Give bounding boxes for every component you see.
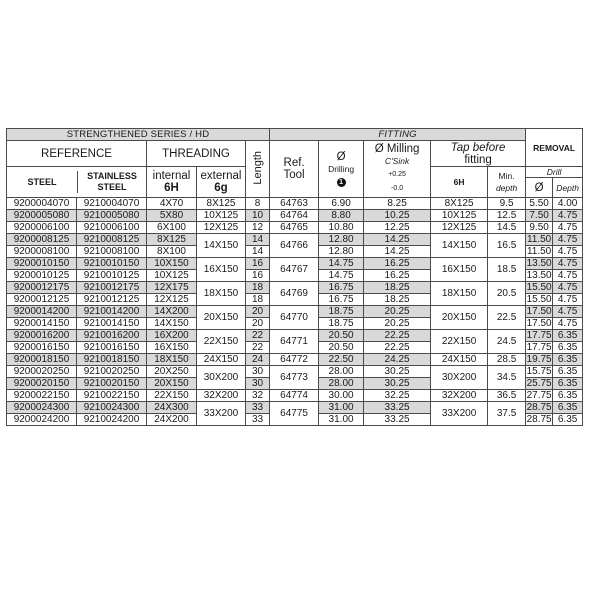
removal-diameter-header: Ø: [526, 178, 553, 198]
cell-external: 24X150: [197, 354, 246, 366]
internal-header: internal 6H: [147, 167, 197, 198]
cell-mill: 24.25: [364, 354, 431, 366]
cell-ref: 64767: [270, 258, 319, 282]
cell-stainless: 9210012175: [77, 282, 147, 294]
cell-length: 14: [246, 234, 270, 246]
cell-mill: 18.25: [364, 282, 431, 294]
table-body: [7, 198, 583, 426]
cell-rdepth: 6.35: [553, 354, 583, 366]
table-row: [7, 354, 583, 366]
cell-tap: 24X150: [431, 354, 488, 366]
cell-internal: 20X250: [147, 366, 197, 378]
table-row: [7, 234, 583, 246]
cell-drill: 20.50: [319, 330, 364, 342]
cell-internal: 12X175: [147, 282, 197, 294]
cell-external: 8X125: [197, 198, 246, 210]
cell-rdepth: 6.35: [553, 390, 583, 402]
cell-stainless: 9210018150: [77, 354, 147, 366]
cell-ref: 64775: [270, 402, 319, 426]
cell-drill: 31.00: [319, 414, 364, 426]
drilling-header: Ø Drilling 1: [319, 141, 364, 198]
cell-mill: 30.25: [364, 366, 431, 378]
cell-length: 33: [246, 402, 270, 414]
cell-min: 16.5: [488, 234, 526, 258]
table-row: [7, 258, 583, 270]
table-row: [7, 282, 583, 294]
cell-rdepth: 4.75: [553, 222, 583, 234]
cell-ref: 64771: [270, 330, 319, 354]
removal-header: REMOVAL: [526, 129, 583, 167]
cell-mill: 30.25: [364, 378, 431, 390]
cell-rdiam: 27.75: [526, 390, 552, 401]
cell-external: 12X125: [197, 222, 246, 234]
cell-drill: 12.80: [319, 234, 364, 246]
cell-stainless: 9210014200: [77, 306, 147, 318]
reference-header: REFERENCE: [7, 141, 147, 167]
cell-internal: 5X80: [147, 210, 197, 222]
length-header: Length: [246, 141, 270, 198]
cell-drill: 18.75: [319, 318, 364, 330]
cell-mill: 12.25: [364, 222, 431, 234]
cell-length: 14: [246, 246, 270, 258]
cell-stainless: 9210006100: [77, 222, 147, 234]
cell-tap: 14X150: [431, 234, 488, 258]
cell-min: 14.5: [488, 222, 526, 234]
cell-stainless: 9210016200: [77, 330, 147, 342]
cell-rdiam: 17.50: [526, 318, 552, 329]
note-marker-icon: 1: [337, 178, 346, 187]
milling-header: Ø Milling C'Sink +0.25 -0.0: [364, 141, 431, 198]
cell-stainless: 9210024200: [77, 414, 147, 426]
cell-steel: 9200012125: [7, 294, 77, 306]
cell-steel: 9200012175: [7, 282, 77, 294]
cell-drill: 18.75: [319, 306, 364, 318]
cell-mill: 22.25: [364, 342, 431, 354]
cell-steel: 9200020250: [7, 366, 77, 378]
cell-internal: 20X150: [147, 378, 197, 390]
cell-length: 16: [246, 258, 270, 270]
cell-steel: 9200010150: [7, 258, 77, 270]
table-row: [7, 210, 583, 222]
cell-rdepth: 4.75: [553, 234, 583, 246]
cell-stainless: 9210014150: [77, 318, 147, 330]
cell-mill: 20.25: [364, 306, 431, 318]
cell-rdepth: 4.75: [553, 258, 583, 270]
cell-rdiam: 9.50: [526, 222, 553, 234]
cell-ref: 64774: [270, 390, 319, 402]
cell-steel: 9200010125: [7, 270, 77, 282]
cell-steel: 9200020150: [7, 378, 77, 390]
cell-drill: 14.75: [319, 270, 364, 282]
cell-rdepth: 6.35: [553, 378, 583, 390]
cell-drill: 30.00: [319, 390, 364, 402]
cell-length: 20: [246, 306, 270, 318]
cell-ref: 64766: [270, 234, 319, 258]
cell-internal: 8X100: [147, 246, 197, 258]
cell-rdepth: 6.35: [553, 366, 583, 378]
cell-tap: 16X150: [431, 258, 488, 282]
stainless-header: STAINLESS STEEL: [87, 171, 137, 192]
cell-rdepth: 4.75: [553, 294, 583, 306]
cell-internal: 10X125: [147, 270, 197, 282]
cell-mill: 32.25: [364, 390, 431, 402]
spec-table-container: [6, 128, 582, 426]
cell-steel: 9200008100: [7, 246, 77, 258]
cell-drill: 28.00: [319, 366, 364, 378]
cell-rdiam: 17.75: [526, 342, 552, 353]
cell-rdepth: 6.35: [553, 330, 583, 342]
tap-6h-header: 6H: [431, 167, 488, 198]
cell-tap: 20X150: [431, 306, 488, 330]
cell-mill: 22.25: [364, 330, 431, 342]
cell-tap: 33X200: [431, 402, 488, 426]
cell-mill: 14.25: [364, 234, 431, 246]
cell-internal: 16X150: [147, 342, 197, 354]
cell-drill: 8.80: [319, 210, 364, 222]
cell-external: 14X150: [197, 234, 246, 258]
cell-ref: 64769: [270, 282, 319, 306]
cell-drill: 10.80: [319, 222, 364, 234]
fitting-header: FITTING: [270, 129, 526, 141]
cell-stainless: 9210020150: [77, 378, 147, 390]
cell-stainless: 9210016150: [77, 342, 147, 354]
cell-stainless: 9210008100: [77, 246, 147, 258]
cell-length: 10: [246, 210, 270, 222]
cell-mill: 20.25: [364, 318, 431, 330]
cell-rdiam: 13.50: [526, 270, 552, 281]
cell-length: 30: [246, 378, 270, 390]
cell-length: 32: [246, 390, 270, 402]
cell-internal: 6X100: [147, 222, 197, 234]
cell-rdiam: 19.75: [526, 354, 552, 365]
cell-stainless: 9210022150: [77, 390, 147, 402]
cell-internal: 8X125: [147, 234, 197, 246]
cell-rdepth: 4.75: [553, 306, 583, 318]
cell-ref: 64764: [270, 210, 319, 222]
cell-length: 24: [246, 354, 270, 366]
cell-mill: 16.25: [364, 258, 431, 270]
cell-rdepth: 4.75: [553, 210, 583, 222]
cell-tap: 18X150: [431, 282, 488, 306]
cell-rdepth: 4.75: [553, 282, 583, 294]
cell-drill: 22.50: [319, 354, 364, 366]
cell-ref: 64772: [270, 354, 319, 366]
threading-header: THREADING: [147, 141, 246, 167]
cell-ref: 64763: [270, 198, 319, 210]
cell-min: 22.5: [488, 306, 526, 330]
external-header: external 6g: [197, 167, 246, 198]
cell-internal: 12X125: [147, 294, 197, 306]
cell-length: 22: [246, 330, 270, 342]
table-row: [7, 198, 583, 210]
table-row: [7, 402, 583, 414]
cell-steel: 9200016200: [7, 330, 77, 342]
cell-length: 18: [246, 282, 270, 294]
ref-tool-header: Ref. Tool: [270, 141, 319, 198]
cell-steel: 9200018150: [7, 354, 77, 366]
series-header: STRENGTHENED SERIES / HD: [7, 129, 270, 141]
cell-rdiam: 28.75: [526, 414, 552, 425]
cell-internal: 22X150: [147, 390, 197, 402]
cell-internal: 10X150: [147, 258, 197, 270]
cell-ref: 64765: [270, 222, 319, 234]
table-row: [7, 222, 583, 234]
cell-drill: 14.75: [319, 258, 364, 270]
table-row: [7, 306, 583, 318]
steel-header-group: [7, 167, 147, 198]
strengthened-series-table: [6, 128, 583, 426]
cell-internal: 24X300: [147, 402, 197, 414]
cell-length: 16: [246, 270, 270, 282]
cell-drill: 28.00: [319, 378, 364, 390]
cell-drill: 20.50: [319, 342, 364, 354]
cell-rdiam: 15.50: [526, 282, 552, 293]
cell-rdepth: 6.35: [553, 414, 583, 426]
cell-internal: 24X200: [147, 414, 197, 426]
cell-tap: 10X125: [431, 210, 488, 222]
cell-rdiam: 15.75: [526, 366, 552, 377]
cell-stainless: 9210010125: [77, 270, 147, 282]
cell-rdiam: 17.50: [526, 306, 552, 317]
cell-external: 20X150: [197, 306, 246, 330]
cell-external: 18X150: [197, 282, 246, 306]
cell-external: 32X200: [197, 390, 246, 402]
cell-mill: 33.25: [364, 402, 431, 414]
cell-length: 22: [246, 342, 270, 354]
cell-min: 28.5: [488, 354, 526, 366]
cell-external: 33X200: [197, 402, 246, 426]
cell-steel: 9200004070: [7, 198, 77, 210]
cell-steel: 9200024200: [7, 414, 77, 426]
cell-steel: 9200014200: [7, 306, 77, 318]
cell-rdepth: 4.00: [553, 198, 583, 210]
cell-drill: 16.75: [319, 282, 364, 294]
cell-rdepth: 6.35: [553, 342, 583, 354]
cell-steel: 9200014150: [7, 318, 77, 330]
min-depth-header: Min. depth: [488, 167, 526, 198]
cell-rdepth: 4.75: [553, 246, 583, 258]
cell-rdiam: 7.50: [526, 210, 553, 222]
cell-internal: 18X150: [147, 354, 197, 366]
cell-length: 12: [246, 222, 270, 234]
cell-length: 18: [246, 294, 270, 306]
cell-stainless: 9210020250: [77, 366, 147, 378]
cell-tap: 8X125: [431, 198, 488, 210]
cell-rdiam: 5.50: [526, 198, 553, 210]
cell-mill: 14.25: [364, 246, 431, 258]
cell-drill: 16.75: [319, 294, 364, 306]
cell-steel: 9200006100: [7, 222, 77, 234]
cell-mill: 16.25: [364, 270, 431, 282]
cell-rdiam: 13.50: [526, 258, 552, 269]
cell-rdepth: 6.35: [553, 402, 583, 414]
cell-length: 33: [246, 414, 270, 426]
cell-mill: 8.25: [364, 198, 431, 210]
cell-internal: 14X150: [147, 318, 197, 330]
cell-stainless: 9210012125: [77, 294, 147, 306]
cell-tap: 12X125: [431, 222, 488, 234]
cell-steel: 9200008125: [7, 234, 77, 246]
cell-rdiam: 25.75: [526, 378, 552, 389]
cell-tap: 30X200: [431, 366, 488, 390]
cell-stainless: 9210005080: [77, 210, 147, 222]
cell-internal: 14X200: [147, 306, 197, 318]
cell-min: 18.5: [488, 258, 526, 282]
table-row: [7, 330, 583, 342]
cell-stainless: 9210010150: [77, 258, 147, 270]
cell-rdepth: 4.75: [553, 318, 583, 330]
steel-header: STEEL: [7, 171, 78, 193]
removal-depth-header: Depth: [553, 178, 583, 198]
cell-stainless: 9210008125: [77, 234, 147, 246]
cell-min: 24.5: [488, 330, 526, 354]
cell-steel: 9200005080: [7, 210, 77, 222]
cell-length: 30: [246, 366, 270, 378]
cell-steel: 9200016150: [7, 342, 77, 354]
cell-drill: 6.90: [319, 198, 364, 210]
cell-external: 10X125: [197, 210, 246, 222]
cell-mill: 33.25: [364, 414, 431, 426]
tap-before-fitting-header: Tap before fitting: [431, 141, 526, 167]
cell-internal: 4X70: [147, 198, 197, 210]
table-row: [7, 390, 583, 402]
cell-external: 16X150: [197, 258, 246, 282]
cell-rdepth: 4.75: [553, 270, 583, 282]
cell-external: 22X150: [197, 330, 246, 354]
cell-ref: 64770: [270, 306, 319, 330]
cell-mill: 10.25: [364, 210, 431, 222]
cell-stainless: 9210024300: [77, 402, 147, 414]
cell-stainless: 9210004070: [77, 198, 147, 210]
drill-header: Drill: [526, 167, 583, 178]
cell-min: 36.5: [488, 390, 526, 402]
cell-min: 37.5: [488, 402, 526, 426]
cell-internal: 16X200: [147, 330, 197, 342]
cell-rdiam: 15.50: [526, 294, 552, 305]
cell-ref: 64773: [270, 366, 319, 390]
cell-mill: 18.25: [364, 294, 431, 306]
cell-drill: 12.80: [319, 246, 364, 258]
cell-drill: 31.00: [319, 402, 364, 414]
cell-min: 9.5: [488, 198, 526, 210]
cell-min: 20.5: [488, 282, 526, 306]
cell-steel: 9200022150: [7, 390, 77, 402]
cell-rdiam: 11.50: [526, 246, 552, 257]
cell-min: 12.5: [488, 210, 526, 222]
cell-rdiam: 28.75: [526, 402, 552, 413]
cell-rdiam: 17.75: [526, 330, 552, 341]
cell-min: 34.5: [488, 366, 526, 390]
table-row: [7, 366, 583, 378]
cell-rdiam: 11.50: [526, 234, 552, 245]
cell-tap: 22X150: [431, 330, 488, 354]
cell-length: 8: [246, 198, 270, 210]
cell-external: 30X200: [197, 366, 246, 390]
cell-steel: 9200024300: [7, 402, 77, 414]
cell-tap: 32X200: [431, 390, 488, 402]
cell-length: 20: [246, 318, 270, 330]
